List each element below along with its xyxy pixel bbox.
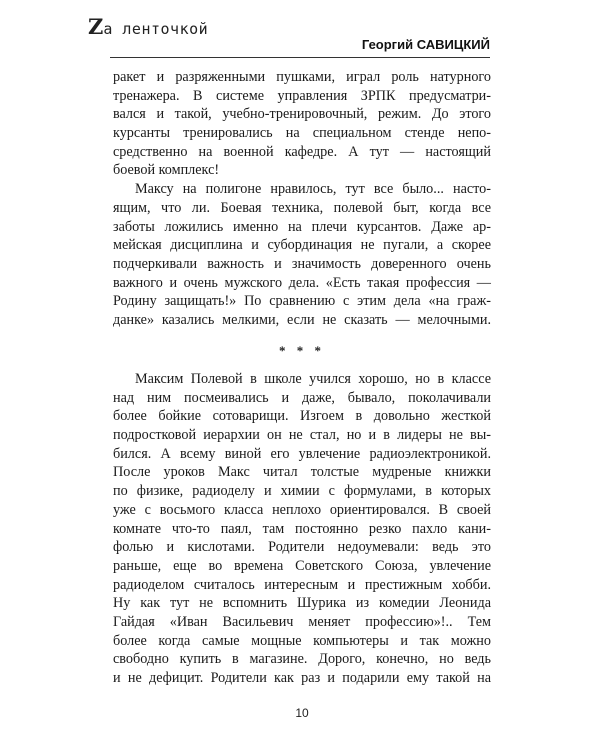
text-line: После уроков Макс читал толстые мудреные книжки (113, 464, 491, 481)
text-line: фолью и кислотами. Родители недоумевали: ведь это (113, 539, 491, 556)
series-title-rest: a ленточкой (103, 20, 209, 38)
text-line: радиоделом считалось интересным и престижным хобби. (113, 576, 491, 593)
text-line: ракет и разряженными пушками, играл роль натурного (113, 69, 491, 85)
text-line: более бойкие сотоварищи. Изгоем в довольно жесткой (113, 408, 491, 425)
text-line: подростковой иерархии он не стал, но и в лидеры не вы- (113, 427, 491, 444)
section-separator: * * * (279, 343, 325, 358)
text-line: по физике, радиоделу и химии с формулами, в которых (113, 483, 491, 500)
series-title (88, 14, 208, 39)
text-line: тренажера. В системе управления ЗРПК предусматри- (113, 87, 491, 104)
text-line: ящим, что ли. Боевая техника, полевой быт, когда все (113, 199, 491, 216)
text-line: мейская дисциплина и субординация не пугали, а скорее (113, 237, 491, 254)
text-line: данке» казались мелкими, если не сказать — мелочными. (113, 311, 491, 328)
text-line: Родину защищать!» По сравнению с этим дела «на граж- (113, 293, 491, 310)
page-number: 10 (295, 706, 309, 720)
text-line: Максу на полигоне нравилось, тут все было... насто- (135, 181, 491, 198)
text-line: заботы ложились именно на плечи курсантов. Даже ар- (113, 218, 491, 235)
text-line: более когда самые мощные компьютеры и так можно (113, 632, 491, 649)
text-line: Максим Полевой в школе учился хорошо, но в классе (135, 371, 491, 387)
text-block-1 (113, 68, 491, 330)
text-line: бился. А всему виной его увлечение радиоэлектроникой. (113, 445, 491, 462)
text-line: раньше, еще во времена Советского Союза, увлечение (113, 557, 491, 574)
text-line: боевой комплекс! (113, 162, 220, 179)
text-line: средственно на военной кафедре. А тут — настоящий (113, 143, 491, 160)
text-line: свободно купить в магазине. Дорого, конечно, но ведь (113, 651, 491, 668)
text-line: вался и такой, учебно-тренировочный, режим. До этого (113, 106, 491, 123)
text-line: комнате что-то паял, там постоянно резко пахло кани- (113, 520, 491, 537)
text-block-2 (113, 370, 491, 688)
text-line: Ну как тут не вспомнить Шурика из комедии Леонида (113, 595, 491, 612)
text-line: уже с восьмого класса неплохо ориентировался. В своей (113, 501, 491, 518)
text-line: курсанты тренировались на специальном стенде непо- (113, 125, 491, 142)
text-line: над ним посмеивались и даже, бывало, поколачивали (113, 389, 491, 406)
header-divider (110, 57, 490, 58)
text-line: Гайдая «Иван Васильевич меняет профессию»!.. Тем (113, 613, 491, 630)
series-title-initial: Z (88, 14, 104, 39)
text-line: подчеркивали важность и значимость доверенного очень (113, 255, 491, 272)
text-line: и не дефицит. Родители как раз и подарили ему такой на (113, 670, 491, 686)
text-line: важного и очень мужского дела. «Есть такая профессия — (113, 274, 491, 291)
author-name: Георгий САВИЦКИЙ (361, 37, 490, 52)
